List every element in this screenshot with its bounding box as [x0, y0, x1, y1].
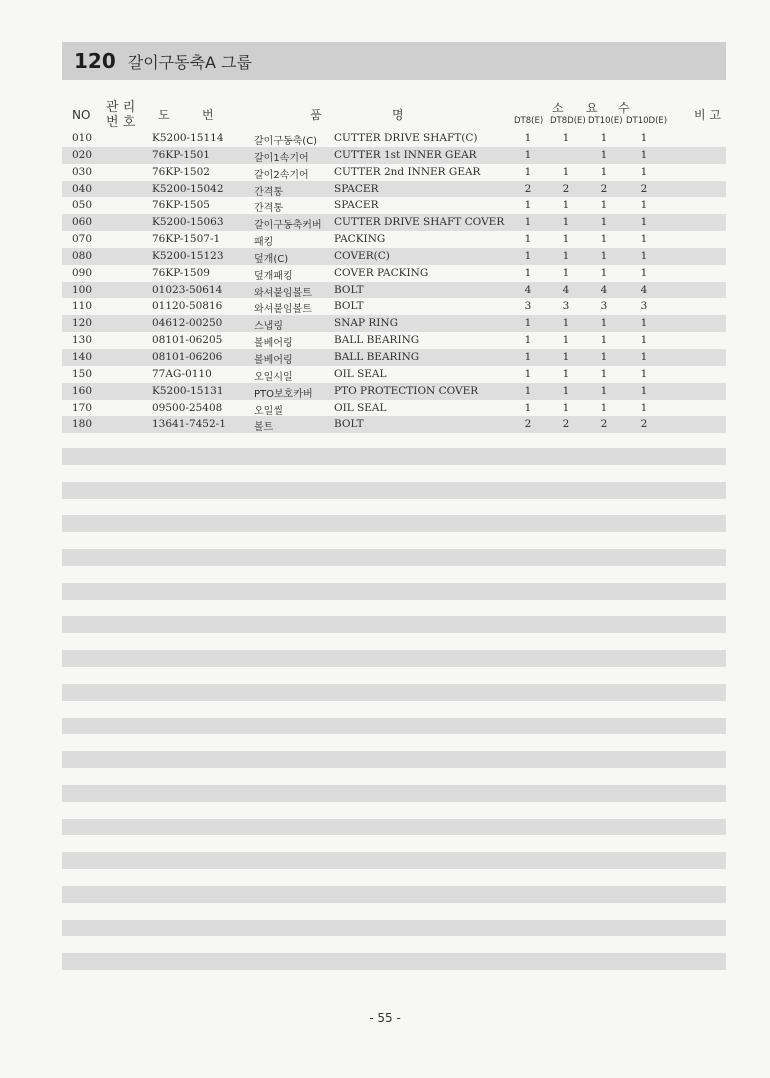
table-row	[62, 214, 726, 231]
qty-dt10e: 1	[600, 132, 608, 144]
empty-row-band	[62, 701, 726, 718]
empty-row-band	[62, 953, 726, 970]
qty-dt8e: 2	[524, 182, 532, 195]
qty-dt8e: 1	[524, 216, 532, 229]
item-number: 110	[72, 300, 93, 313]
item-number: 050	[72, 199, 93, 212]
empty-row-band	[62, 802, 726, 819]
part-name-korean: 간격통	[254, 186, 283, 198]
qty-dt10de: 1	[640, 216, 648, 229]
qty-dt10e: 1	[600, 367, 608, 380]
item-number: 160	[72, 384, 93, 397]
qty-dt10e: 1	[600, 148, 608, 161]
part-name-korean: 오일씰	[254, 405, 283, 417]
qty-dt10e: 1	[600, 199, 608, 212]
qty-dt8e: 1	[524, 233, 532, 246]
part-name-korean: 갈이구동축커버	[254, 220, 322, 232]
empty-row-band	[62, 583, 726, 600]
qty-dt10de: 1	[640, 148, 648, 161]
col-header-name-myeong: 명	[392, 108, 404, 122]
qty-dt8de: 2	[562, 182, 570, 195]
part-number: K5200-15114	[152, 132, 224, 144]
col-header-model-dt8e: DT8(E)	[514, 116, 544, 126]
qty-dt10e: 1	[600, 334, 608, 347]
part-name-korean: 덮개(C)	[254, 253, 289, 265]
empty-row-band	[62, 566, 726, 583]
qty-dt8e: 1	[524, 165, 532, 178]
qty-dt10de: 1	[640, 249, 648, 262]
qty-dt10de: 2	[640, 418, 648, 431]
part-number: 76KP-1502	[152, 165, 210, 178]
col-header-mgmt-line1: 관 리	[106, 100, 136, 115]
col-header-model-dt8de: DT8D(E)	[550, 116, 586, 126]
col-header-model-dt10e: DT10(E)	[588, 116, 623, 126]
qty-dt8de: 1	[562, 266, 570, 279]
table-row	[62, 147, 726, 164]
table-row	[62, 366, 726, 383]
part-name-korean: 덮개패킹	[254, 270, 293, 282]
table-row	[62, 164, 726, 181]
part-name-korean: 스냅링	[254, 321, 283, 333]
part-name-korean: 볼베어링	[254, 338, 293, 350]
item-number: 120	[72, 317, 93, 330]
part-name-korean: 갈이1속기어	[254, 152, 309, 164]
part-name-korean: PTO보호카버	[254, 388, 313, 400]
qty-dt10de: 4	[640, 283, 648, 296]
qty-dt10e: 1	[600, 401, 608, 414]
part-name-english: PACKING	[334, 233, 386, 246]
part-name-english: BOLT	[334, 418, 364, 431]
item-number: 180	[72, 418, 93, 431]
empty-row-band	[62, 869, 726, 886]
qty-dt8e: 4	[524, 283, 532, 296]
qty-dt10e: 2	[600, 418, 608, 431]
item-number: 080	[72, 249, 93, 262]
qty-dt10e: 4	[600, 283, 608, 296]
empty-row-band	[62, 633, 726, 650]
empty-row-band	[62, 835, 726, 852]
qty-dt8de: 3	[562, 300, 570, 313]
qty-dt10de: 1	[640, 132, 648, 144]
part-number: 04612-00250	[152, 317, 223, 330]
empty-row-band	[62, 515, 726, 532]
part-number: 01023-50614	[152, 283, 223, 296]
part-name-korean: 와셔붙임볼트	[254, 304, 312, 316]
qty-dt10e: 1	[600, 165, 608, 178]
qty-dt10de: 1	[640, 233, 648, 246]
part-name-english: COVER PACKING	[334, 266, 429, 279]
part-number: 76KP-1507-1	[152, 233, 221, 246]
qty-dt10e: 1	[600, 317, 608, 330]
part-name-english: SPACER	[334, 182, 379, 195]
qty-dt10de: 1	[640, 317, 648, 330]
part-number: 01120-50816	[152, 300, 223, 313]
part-number: 09500-25408	[152, 401, 223, 414]
item-number: 040	[72, 182, 93, 195]
qty-dt8de: 1	[562, 249, 570, 262]
empty-row-band	[62, 936, 726, 953]
qty-dt8e: 1	[524, 249, 532, 262]
col-header-part-beon: 번	[202, 108, 214, 122]
part-name-english: OIL SEAL	[334, 367, 387, 380]
empty-row-band	[62, 903, 726, 920]
table-row	[62, 265, 726, 282]
qty-dt8e: 1	[524, 317, 532, 330]
empty-row-band	[62, 650, 726, 667]
table-row	[62, 231, 726, 248]
qty-dt8de: 1	[562, 317, 570, 330]
qty-dt8e: 1	[524, 350, 532, 363]
page-number: - 55 -	[369, 1011, 401, 1025]
qty-dt10e: 1	[600, 266, 608, 279]
qty-dt10e: 1	[600, 216, 608, 229]
part-name-korean: 간격통	[254, 203, 283, 215]
parts-table	[62, 130, 726, 433]
part-name-korean: 와셔붙임볼트	[254, 287, 312, 299]
part-number: 76KP-1501	[152, 148, 210, 161]
empty-row-band	[62, 768, 726, 785]
empty-row-band	[62, 920, 726, 937]
part-name-english: OIL SEAL	[334, 401, 387, 414]
part-name-korean: 갈이2속기어	[254, 169, 309, 181]
qty-dt10de: 3	[640, 300, 648, 313]
part-name-english: BALL BEARING	[334, 334, 420, 347]
table-row	[62, 349, 726, 366]
qty-dt10de: 1	[640, 165, 648, 178]
table-row	[62, 298, 726, 315]
part-name-english: SPACER	[334, 199, 379, 212]
table-row	[62, 332, 726, 349]
empty-row-band	[62, 600, 726, 617]
table-row	[62, 130, 726, 147]
table-row	[62, 197, 726, 214]
item-number: 100	[72, 283, 93, 296]
qty-dt8de: 1	[562, 233, 570, 246]
part-number: 77AG-0110	[152, 367, 212, 380]
item-number: 010	[72, 132, 93, 144]
qty-dt8e: 1	[524, 199, 532, 212]
part-name-english: CUTTER 1st INNER GEAR	[334, 148, 477, 161]
qty-dt10e: 1	[600, 350, 608, 363]
empty-row-band	[62, 718, 726, 735]
item-number: 130	[72, 334, 93, 347]
part-number: 76KP-1509	[152, 266, 210, 279]
qty-dt8e: 1	[524, 401, 532, 414]
table-row	[62, 181, 726, 198]
qty-dt8e: 2	[524, 418, 532, 431]
col-header-qty-su: 수	[618, 101, 630, 115]
section-number: 120	[74, 49, 116, 73]
qty-dt10de: 1	[640, 199, 648, 212]
part-number: 08101-06205	[152, 334, 223, 347]
item-number: 030	[72, 165, 93, 178]
qty-dt10de: 1	[640, 401, 648, 414]
part-name-english: COVER(C)	[334, 249, 390, 262]
qty-dt8de: 4	[562, 283, 570, 296]
qty-dt8e: 1	[524, 384, 532, 397]
qty-dt8de: 1	[562, 199, 570, 212]
col-header-qty-so: 소	[552, 101, 564, 115]
part-name-korean: 갈이구동축(C)	[254, 136, 318, 147]
qty-dt8de: 1	[562, 367, 570, 380]
col-header-part-do: 도	[158, 108, 170, 122]
item-number: 150	[72, 367, 93, 380]
item-number: 070	[72, 233, 93, 246]
part-name-english: CUTTER DRIVE SHAFT COVER	[334, 216, 505, 229]
col-header-name-pum: 품	[310, 108, 322, 122]
part-name-english: BOLT	[334, 283, 364, 296]
qty-dt8de: 1	[562, 384, 570, 397]
part-name-korean: 패킹	[254, 237, 274, 249]
qty-dt10de: 1	[640, 266, 648, 279]
qty-dt8e: 3	[524, 300, 532, 313]
section-title: 갈이구동축A 그룹	[127, 52, 252, 72]
qty-dt10e: 1	[600, 384, 608, 397]
part-name-english: BOLT	[334, 300, 364, 313]
part-number: K5200-15042	[152, 182, 224, 195]
qty-dt10de: 1	[640, 367, 648, 380]
part-number: 08101-06206	[152, 350, 223, 363]
table-row	[62, 282, 726, 299]
table-row	[62, 315, 726, 332]
empty-row-band	[62, 499, 726, 516]
section-header	[62, 42, 726, 80]
item-number: 170	[72, 401, 93, 414]
part-number: 76KP-1505	[152, 199, 210, 212]
qty-dt8e: 1	[524, 334, 532, 347]
qty-dt10e: 3	[600, 300, 608, 313]
part-name-korean: 볼트	[254, 422, 274, 434]
qty-dt8de: 1	[562, 350, 570, 363]
qty-dt10de: 1	[640, 350, 648, 363]
part-name-korean: 오일시일	[254, 371, 293, 383]
col-header-no: NO	[72, 108, 91, 122]
qty-dt10de: 2	[640, 182, 648, 195]
table-row	[62, 248, 726, 265]
empty-row-band	[62, 684, 726, 701]
item-number: 140	[72, 350, 93, 363]
empty-row-band	[62, 465, 726, 482]
qty-dt8e: 1	[524, 148, 532, 161]
table-row	[62, 383, 726, 400]
empty-row-band	[62, 785, 726, 802]
part-number: K5200-15123	[152, 249, 224, 262]
empty-row-band	[62, 751, 726, 768]
qty-dt8de: 1	[562, 401, 570, 414]
empty-row-band	[62, 616, 726, 633]
table-header	[62, 96, 726, 130]
qty-dt10e: 2	[600, 182, 608, 195]
empty-row-band	[62, 549, 726, 566]
part-number: 13641-7452-1	[152, 418, 226, 431]
empty-table-rows	[62, 448, 726, 970]
empty-row-band	[62, 819, 726, 836]
empty-row-band	[62, 886, 726, 903]
table-row	[62, 416, 726, 433]
col-header-remarks: 비 고	[694, 108, 721, 122]
part-name-english: SNAP RING	[334, 317, 398, 330]
col-header-mgmt-line2: 번 호	[106, 115, 136, 130]
part-number: K5200-15063	[152, 216, 224, 229]
qty-dt8de: 1	[562, 216, 570, 229]
qty-dt10de: 1	[640, 334, 648, 347]
qty-dt8e: 1	[524, 132, 532, 144]
part-name-english: BALL BEARING	[334, 350, 420, 363]
empty-row-band	[62, 448, 726, 465]
empty-row-band	[62, 482, 726, 499]
qty-dt8de: 1	[562, 132, 570, 144]
part-number: K5200-15131	[152, 384, 224, 397]
empty-row-band	[62, 734, 726, 751]
part-name-korean: 볼베어링	[254, 354, 293, 366]
part-name-english: PTO PROTECTION COVER	[334, 384, 479, 397]
col-header-qty-yo: 요	[586, 101, 598, 115]
empty-row-band	[62, 532, 726, 549]
qty-dt8de: 1	[562, 334, 570, 347]
empty-row-band	[62, 852, 726, 869]
qty-dt10e: 1	[600, 233, 608, 246]
qty-dt10de: 1	[640, 384, 648, 397]
qty-dt8de: 1	[562, 165, 570, 178]
empty-row-band	[62, 667, 726, 684]
col-header-model-dt10de: DT10D(E)	[626, 116, 668, 126]
qty-dt8e: 1	[524, 266, 532, 279]
table-row	[62, 400, 726, 417]
qty-dt8e: 1	[524, 367, 532, 380]
qty-dt8de: 2	[562, 418, 570, 431]
item-number: 090	[72, 266, 93, 279]
part-name-english: CUTTER DRIVE SHAFT(C)	[334, 132, 478, 144]
item-number: 020	[72, 148, 93, 161]
qty-dt10e: 1	[600, 249, 608, 262]
part-name-english: CUTTER 2nd INNER GEAR	[334, 165, 481, 178]
item-number: 060	[72, 216, 93, 229]
